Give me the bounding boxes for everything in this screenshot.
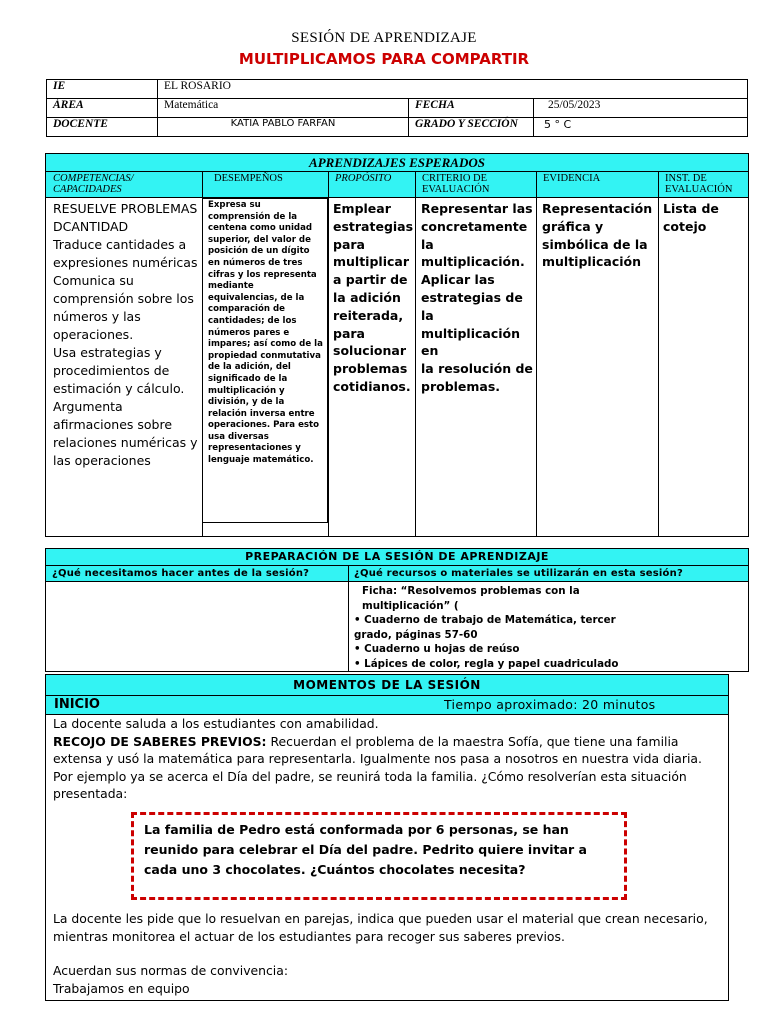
aprendizajes-table [45, 153, 749, 537]
col-proposito: PROPÓSITO [335, 173, 392, 184]
ie-label: IE [47, 80, 158, 99]
preparacion-col2: ¿Qué recursos o materiales se utilizarán en esta sesión? [354, 568, 683, 579]
proposito-text: Emplear estrategias para multiplicar a partir de la adición reiterada, para solucionar problemas cotidianos. [333, 201, 414, 394]
inicio-content [53, 715, 725, 803]
paragraph-saludo: La docente saluda a los estudiantes con amabilidad. [53, 716, 379, 731]
desempenos-text: Expresa su comprensión de la centena como unidad superior, del valor de posición de un dígito en números de tres cifras y los representa mediante equivalencias, de la comparación de cantidades; de los números pares e impares; así como de la propiedad conmutativa de la adición, del significado de la multiplicación y división, y de la relación inversa entre operaciones. Para esto usa diversas representaciones y lenguaje matemático. [208, 200, 323, 466]
bullet-icon: • [354, 643, 365, 655]
problema-box: La familia de Pedro está conformada por 6 personas, se han reunido para celebrar el Día del padre. Pedrito quiere invitar a cada uno 3 chocolates. ¿Cuántos chocolates necesita? [131, 812, 627, 900]
bullet-icon: • [354, 657, 365, 670]
inicio-label: INICIO [54, 697, 100, 712]
col-competencias: COMPETENCIAS/ CAPACIDADES [53, 173, 134, 195]
bullet-icon: • [354, 614, 365, 626]
materiales-list [354, 584, 654, 671]
material-item: • Cuaderno de trabajo de Matemática, tercer grado, páginas 57-60 [354, 614, 616, 641]
ie-value: EL ROSARIO [158, 80, 748, 99]
session-title: MULTIPLICAMOS PARA COMPARTIR [238, 50, 530, 68]
fecha-value: 25/05/2023 [534, 99, 748, 118]
fecha-label: FECHA [409, 99, 534, 118]
instrumento-text: Lista de cotejo [663, 201, 719, 234]
competencias-text: RESUELVE PROBLEMAS DCANTIDAD Traduce cantidades a expresiones numéricas Comunica su comprensión sobre los números y las operaciones. Usa estrategias y procedimientos de estimación y cálculo. Argumenta afirmaciones sobre relaciones numéricas y las operaciones [53, 201, 198, 468]
info-table [46, 79, 748, 137]
inicio-content-2 [53, 910, 725, 997]
paragraph-ejemplo: Por ejemplo ya se acerca el Día del padre, se reunirá toda la familia. ¿Cómo resolverían esta situación presentada: [53, 768, 687, 801]
material-item: • Lápices de color, regla y papel cuadriculado [354, 657, 619, 670]
tiempo-aproximado: Tiempo aproximado: 20 minutos [444, 697, 656, 712]
col-desempenos: DESEMPEÑOS [214, 173, 283, 184]
material-item: Ficha: “Resolvemos problemas con la multiplicación” ( [362, 585, 580, 612]
paragraph-normas: Acuerdan sus normas de convivencia: [53, 963, 289, 978]
docente-value: KATIA PABLO FARFAN [158, 118, 409, 137]
area-label: ÁREA [47, 99, 158, 118]
paragraph-parejas: La docente les pide que lo resuelvan en parejas, indica que pueden usar el material que crean necesario, mientras monitorea el actuar de los estudiantes para recoger sus saberes previos. [53, 911, 708, 944]
area-value: Matemática [158, 99, 409, 118]
material-item: • Cuaderno u hojas de reúso [354, 643, 520, 655]
session-heading: SESIÓN DE APRENDIZAJE [291, 30, 477, 46]
momentos-title: MOMENTOS DE LA SESIÓN [46, 675, 728, 696]
col-criterio: CRITERIO DE EVALUACIÓN [422, 173, 490, 195]
preparacion-table [45, 548, 749, 672]
preparacion-col1: ¿Qué necesitamos hacer antes de la sesión? [52, 568, 310, 579]
docente-label: DOCENTE [47, 118, 158, 137]
grado-value: 5 ° C [534, 118, 748, 137]
criterio-text: Representar las concretamente la multiplicación. Aplicar las estrategias de la multiplicación en la resolución de problemas. [421, 201, 533, 394]
evidencia-text: Representación gráfica y simbólica de la multiplicación [542, 201, 653, 270]
aprendizajes-title: APRENDIZAJES ESPERADOS [46, 154, 748, 172]
preparacion-title: PREPARACIÓN DE LA SESIÓN DE APRENDIZAJE [46, 549, 748, 566]
col-instrumento: INST. DE EVALUACIÓN [665, 173, 733, 195]
grado-label: GRADO Y SECCIÓN [409, 118, 534, 137]
momentos-section [45, 674, 729, 1001]
paragraph-saberes: RECOJO DE SABERES PREVIOS: Recuerdan el problema de la maestra Sofía, que tiene una familia extensa y usó la matemática para representarla. Igualmente nos pasa a nosotros en nuestra vida diaria. [53, 733, 702, 766]
paragraph-equipo: Trabajamos en equipo [53, 980, 190, 996]
col-evidencia: EVIDENCIA [543, 173, 601, 184]
